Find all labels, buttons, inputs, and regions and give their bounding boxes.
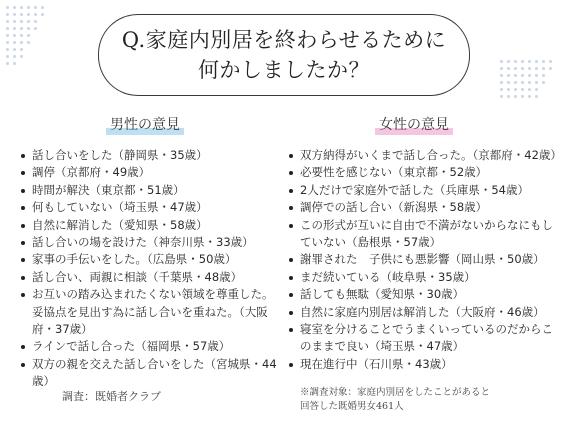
dot: [528, 88, 531, 91]
dot: [528, 81, 531, 84]
dot: [6, 13, 9, 16]
question-title-line2: 何かしましたか？: [198, 58, 370, 82]
dot: [6, 6, 9, 9]
dot: [6, 20, 9, 23]
survey-note: [300, 386, 490, 414]
dot: [34, 27, 37, 30]
dot: [20, 27, 23, 30]
female-opinions-heading: 女性の意見: [375, 118, 453, 136]
dot: [528, 74, 531, 77]
dot: [27, 41, 30, 44]
dot: [535, 88, 538, 91]
male-opinions-list: [20, 147, 282, 391]
dot: [549, 67, 552, 70]
dot: [20, 55, 23, 58]
dot: [507, 88, 510, 91]
dot: [521, 74, 524, 77]
dot: [521, 60, 524, 63]
list-item: 何もしていない（埼玉県・47歳）: [20, 199, 282, 216]
dot: [20, 20, 23, 23]
dot: [542, 67, 545, 70]
dot: [521, 88, 524, 91]
dot: [507, 60, 510, 63]
dot: [542, 81, 545, 84]
dot: [20, 48, 23, 51]
dot: [20, 6, 23, 9]
female-opinions-list: [288, 147, 562, 373]
dot: [6, 62, 9, 65]
survey-note-line1: ※調査対象：家庭内別居をしたことがあると: [300, 387, 491, 398]
list-item: 2人だけで家庭外で話した（兵庫県・54歳）: [288, 182, 558, 199]
list-item: 時間が解決（東京都・51歳）: [20, 182, 282, 199]
dot: [549, 60, 552, 63]
dot: [13, 27, 16, 30]
dot: [535, 67, 538, 70]
dot: [27, 27, 30, 30]
dot: [528, 67, 531, 70]
list-item: 必要性を感じない（東京都・52歳）: [288, 164, 558, 181]
dot: [20, 41, 23, 44]
dot: [6, 55, 9, 58]
dot: [514, 60, 517, 63]
list-item: 調停での話し合い（新潟県・58歳）: [288, 199, 558, 216]
dot: [500, 67, 503, 70]
dot: [6, 48, 9, 51]
dot: [34, 6, 37, 9]
dot: [34, 13, 37, 16]
dot: [20, 13, 23, 16]
dot: [34, 20, 37, 23]
list-item: 話し合いをした（静岡県・35歳）: [20, 147, 282, 164]
list-item: お互いの踏み込まれたくない領域を尊重した。妥協点を見出す為に話し合いを重ねた。（大阪府・37歳）: [20, 286, 282, 338]
dot: [521, 81, 524, 84]
dot: [528, 95, 531, 98]
dot: [514, 81, 517, 84]
list-item: 自然に解消した（愛知県・58歳）: [20, 217, 282, 234]
survey-source: 調査：既婚者クラブ: [62, 390, 161, 403]
dot: [535, 74, 538, 77]
dot: [514, 74, 517, 77]
dot: [6, 41, 9, 44]
list-item: 調停（京都府・49歳）: [20, 164, 282, 181]
list-item: 家事の手伝いをした。（広島県・50歳）: [20, 251, 282, 268]
dot: [507, 67, 510, 70]
dot: [500, 81, 503, 84]
dot: [507, 81, 510, 84]
dot: [535, 60, 538, 63]
dot: [13, 6, 16, 9]
dot: [41, 13, 44, 16]
dot: [6, 34, 9, 37]
list-item: 話し合いの場を設けた（神奈川県・33歳）: [20, 234, 282, 251]
list-item: 双方納得がいくまで話し合った。（京都府・42歳）: [288, 147, 558, 164]
survey-note-line2: 回答した既婚男女461人: [300, 401, 404, 412]
dot: [27, 34, 30, 37]
dot: [20, 34, 23, 37]
dot: [13, 20, 16, 23]
list-item: まだ続いている（岐阜県・35歳）: [288, 269, 558, 286]
list-item: この形式が互いに自由で不満がないからなにもしていない（島根県・57歳）: [288, 217, 558, 252]
dot: [13, 48, 16, 51]
dot: [514, 95, 517, 98]
dot: [500, 88, 503, 91]
dot: [521, 67, 524, 70]
male-opinions-heading: 男性の意見: [106, 118, 184, 136]
dot: [13, 13, 16, 16]
dot: [528, 60, 531, 63]
dot: [13, 41, 16, 44]
dot: [6, 27, 9, 30]
dot: [507, 95, 510, 98]
question-title-box: [98, 14, 470, 96]
dot: [500, 74, 503, 77]
list-item: 自然に家庭内別居は解消した（大阪府・46歳）: [288, 304, 558, 321]
dot: [41, 6, 44, 9]
list-item: 謝罪された 子供にも悪影響（岡山県・50歳）: [288, 251, 558, 268]
dot: [13, 55, 16, 58]
dot: [27, 6, 30, 9]
list-item: ラインで話し合った（福岡県・57歳）: [20, 338, 282, 355]
dot: [521, 95, 524, 98]
dot: [500, 60, 503, 63]
dot: [542, 74, 545, 77]
list-item: 話し合い、両親に相談（千葉県・48歳）: [20, 269, 282, 286]
dot: [27, 13, 30, 16]
dot: [507, 74, 510, 77]
dot: [514, 67, 517, 70]
list-item: 現在進行中（石川県・43歳）: [288, 356, 558, 373]
dot: [542, 60, 545, 63]
dot: [13, 34, 16, 37]
list-item: 双方の親を交えた話し合いをした（宮城県・44歳）: [20, 356, 282, 391]
dot: [535, 81, 538, 84]
dot: [13, 62, 16, 65]
question-title-line1: Q.家庭内別居を終わらせるために: [121, 28, 447, 52]
dot: [535, 95, 538, 98]
dot: [500, 95, 503, 98]
dot: [514, 88, 517, 91]
dot: [27, 20, 30, 23]
list-item: 話しても無駄（愛知県・30歳）: [288, 286, 558, 303]
list-item: 寝室を分けることでうまくいっているのだからこのままで良い（埼玉県・47歳）: [288, 321, 558, 356]
